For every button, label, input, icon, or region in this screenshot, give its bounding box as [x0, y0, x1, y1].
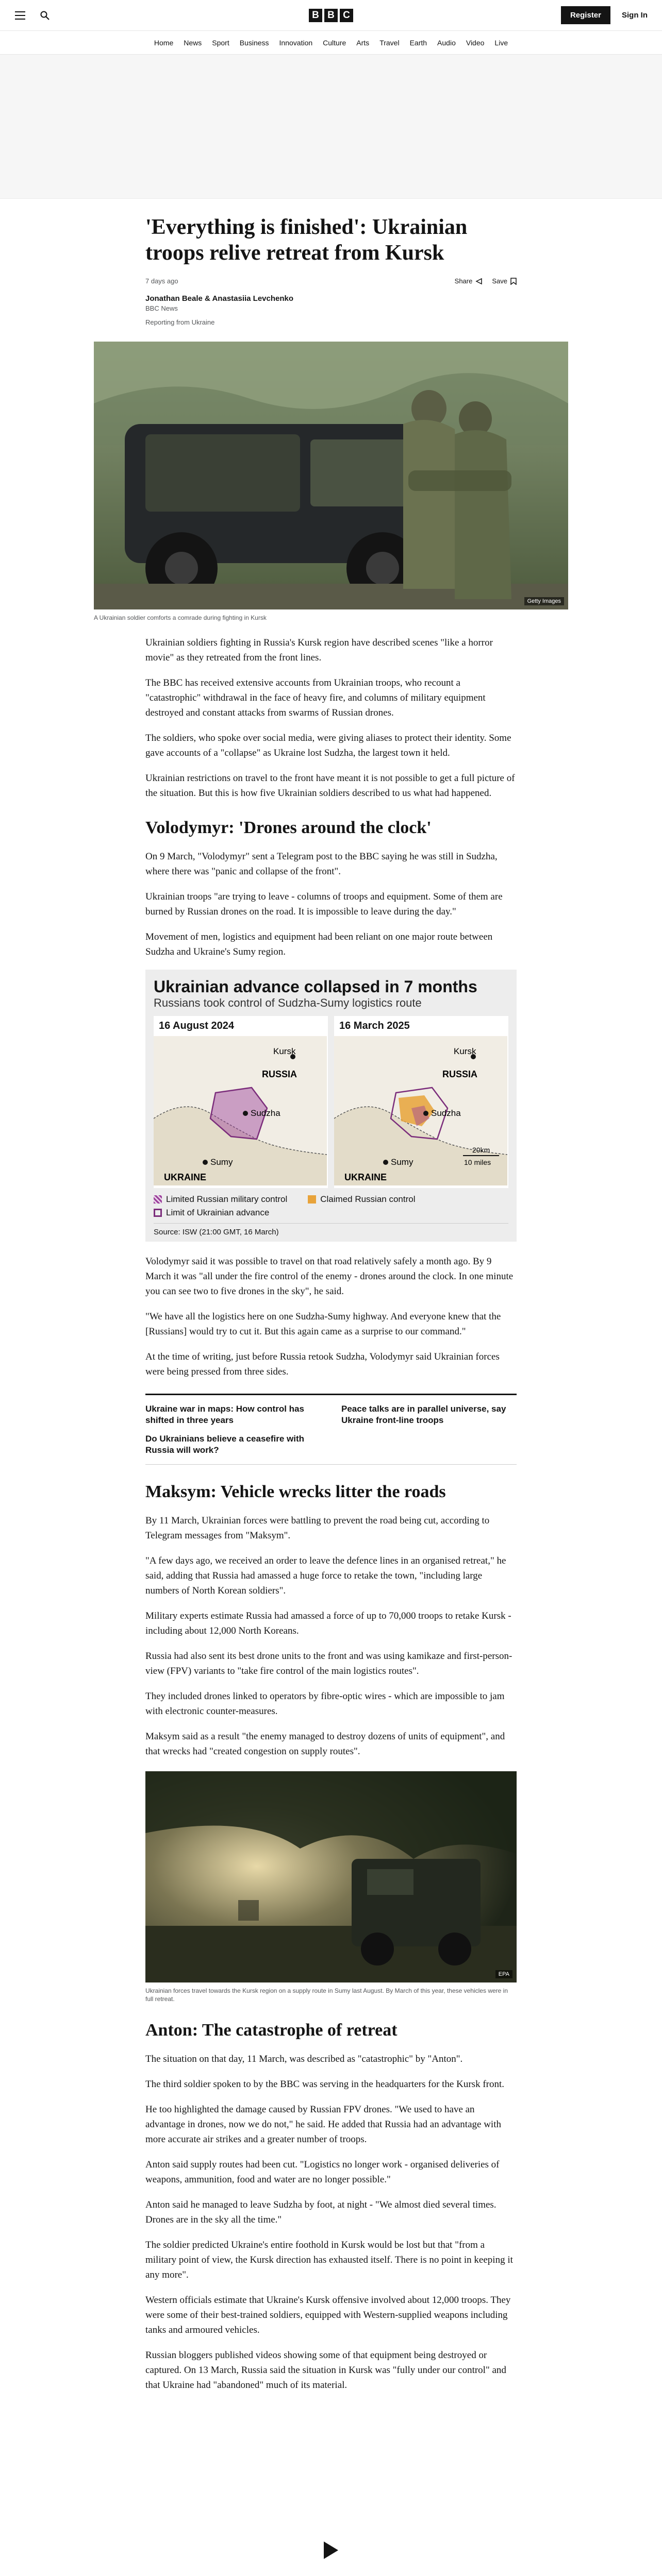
photo2-illustration [145, 1771, 517, 1982]
paragraph: "We have all the logistics here on one Sudzha-Sumy highway. And everyone knew that the [Russians] would try to cut it. But this again came as a surprise to our command." [145, 1311, 501, 1337]
logo-letter: C [340, 9, 353, 22]
related-links [145, 1394, 517, 1465]
legend-swatch-limited [154, 1195, 162, 1204]
hero-photo [94, 342, 568, 609]
map-label-sudzha: Sudzha [251, 1108, 280, 1118]
section-heading: Maksym: Vehicle wrecks litter the roads [145, 1482, 446, 1501]
photo-credit: Getty Images [524, 597, 564, 605]
map-scale-miles: 10 miles [464, 1158, 491, 1166]
nav-item-earth[interactable]: Earth [409, 38, 427, 47]
photo-credit: EPA [495, 1970, 512, 1978]
map-label-russia: RUSSIA [442, 1069, 478, 1079]
map-title: Ukrainian advance collapsed in 7 months [154, 977, 477, 996]
map-label-sumy: Sumy [391, 1157, 413, 1167]
legend-swatch-limit [154, 1209, 162, 1217]
photo2-figure [145, 1771, 517, 2003]
save-button[interactable] [492, 277, 517, 285]
related-link[interactable]: Peace talks are in parallel universe, say Ukraine front-line troops [341, 1404, 506, 1425]
author-role: BBC News [145, 304, 178, 312]
map-label-ukraine: UKRAINE [344, 1172, 387, 1182]
legend-label-limited: Limited Russian military control [166, 1194, 288, 1204]
paragraph: They included drones linked to operators by fibre-optic wires - which are impossible to jam with electronic counter-measures. [145, 1691, 505, 1717]
nav-item-home[interactable]: Home [154, 38, 174, 47]
legend-item-claimed [308, 1194, 415, 1205]
advert-placeholder [0, 55, 662, 199]
byline [145, 294, 517, 326]
paragraph: He too highlighted the damage caused by Russian FPV drones. "We used to have an advantage in drones, now we do not," he said. He added that Russia had an advantage with more accurate air strikes and a greater number of troops. [145, 2104, 501, 2145]
map-label-kursk: Kursk [454, 1046, 476, 1056]
paragraph: Western officials estimate that Ukraine's Kursk offensive involved about 12,000 troops. They were some of their best-trained soldiers, equipped with Western-supplied weapons including tanks and armoured vehicles. [145, 2295, 511, 2335]
nav-item-news[interactable]: News [184, 38, 202, 47]
legend-swatch-claimed [308, 1195, 316, 1204]
map-subtitle: Russians took control of Sudzha-Sumy logistics route [154, 996, 422, 1009]
map-label-sumy: Sumy [210, 1157, 233, 1167]
top-bar-left [14, 10, 51, 21]
share-label: Share [454, 277, 473, 285]
section-heading: Volodymyr: 'Drones around the clock' [145, 818, 432, 837]
paragraph: The third soldier spoken to by the BBC was serving in the headquarters for the Kursk front. [145, 2079, 504, 2090]
map-label-kursk: Kursk [273, 1046, 296, 1056]
play-icon[interactable] [324, 2541, 338, 2559]
top-bar [0, 0, 662, 31]
map-date-left: 16 August 2024 [159, 1020, 234, 1031]
nav-item-arts[interactable]: Arts [356, 38, 370, 47]
paragraph: Russian bloggers published videos showing some of that equipment being destroyed or captured. On 13 March, Russia said the situation in Kursk was "fully under our control" and that Ukraine had "abandoned" much of its material. [145, 2350, 506, 2391]
paragraph: Ukrainian soldiers fighting in Russia's Kursk region have described scenes "like a horror movie" as they retreated from the front lines. [145, 637, 493, 663]
top-bar-right [561, 6, 648, 24]
main-nav [0, 31, 662, 55]
article-meta [145, 277, 517, 285]
map-panel-before [154, 1016, 328, 1188]
map-scale-km: 20km [472, 1146, 490, 1154]
paragraph: At the time of writing, just before Russia retook Sudzha, Volodymyr said Ukrainian forces were being pressed from three sides. [145, 1351, 500, 1377]
author-name[interactable]: Jonathan Beale & Anastasiia Levchenko [145, 294, 294, 303]
paragraph: On 9 March, "Volodymyr" sent a Telegram post to the BBC saying he was still in Sudzha, where there was "panic and collapse of the front". [145, 851, 498, 877]
paragraph: "A few days ago, we received an order to leave the defence lines in an organised retreat," he said, adding that Russia had amassed a huge force to retake the town, "including large numbers of North Korean soldiers". [145, 1555, 506, 1596]
legend-item-limit [154, 1208, 269, 1218]
map-panel-after [334, 1016, 508, 1188]
nav-item-live[interactable]: Live [494, 38, 508, 47]
share-button[interactable] [455, 277, 483, 285]
video-player[interactable] [145, 2406, 517, 2576]
paragraph: Ukrainian troops "are trying to leave - columns of troops and equipment. Some of them are burned by Russian drones on the road. It is impossible to leave during the day." [145, 891, 503, 917]
nav-item-innovation[interactable]: Innovation [279, 38, 313, 47]
timestamp: 7 days ago [145, 277, 178, 285]
map-legend [154, 1194, 508, 1218]
hero-caption: A Ukrainian soldier comforts a comrade during fighting in Kursk [94, 614, 267, 621]
paragraph: The soldiers, who spoke over social media, were giving aliases to protect their identity. Some gave accounts of a "collapse" as Ukraine lost Sudzha, the largest town it held. [145, 733, 511, 758]
map-label-sudzha: Sudzha [431, 1108, 461, 1118]
article [94, 199, 561, 2576]
paragraph: Volodymyr said it was possible to travel on that road relatively safely a month ago. By 9 March it was "all under the fire control of the enemy - drones around the clock. In one minute you can see two to five drones in the sky", he said. [145, 1256, 514, 1297]
search-icon[interactable] [39, 10, 51, 21]
bbc-logo[interactable] [309, 9, 353, 22]
paragraph: Maksym said as a result "the enemy managed to destroy dozens of units of equipment", and that wrecks had "created congestion on supply routes". [145, 1731, 505, 1757]
map-panels [154, 1016, 508, 1188]
photo2-caption: Ukrainian forces travel towards the Kursk region on a supply route in Sumy last August. By March of this year, these vehicles were in full retreat. [145, 1987, 508, 2003]
paragraph: Movement of men, logistics and equipment had been reliant on one major route between Sudzha and Ukraine's Sumy region. [145, 931, 493, 957]
nav-item-culture[interactable]: Culture [323, 38, 346, 47]
article-actions [455, 277, 517, 285]
hero-illustration [94, 342, 568, 609]
logo-letter: B [324, 9, 338, 22]
reporting-from: Reporting from Ukraine [145, 318, 215, 326]
paragraph: By 11 March, Ukrainian forces were battling to prevent the road being cut, according to Telegram messages from "Maksym". [145, 1515, 490, 1541]
nav-item-audio[interactable]: Audio [437, 38, 456, 47]
legend-item-limited [154, 1194, 287, 1205]
paragraph: The situation on that day, 11 March, was described as "catastrophic" by "Anton". [145, 2054, 463, 2064]
map-label-russia: RUSSIA [262, 1069, 297, 1079]
map-before-svg [154, 1036, 327, 1185]
bookmark-icon [510, 278, 517, 285]
share-icon [475, 278, 483, 285]
nav-item-video[interactable]: Video [466, 38, 485, 47]
save-label: Save [492, 277, 507, 285]
headline: 'Everything is finished': Ukrainian troops relive retreat from Kursk [145, 215, 468, 265]
paragraph: Anton said supply routes had been cut. "Logistics no longer work - organised deliveries of weapons, ammunition, food and water are no longer possible." [145, 2159, 500, 2185]
paragraph: Ukrainian restrictions on travel to the front have meant it is not possible to get a full picture of the situation. But this is how five Ukrainian soldiers described to us what had happened. [145, 773, 515, 799]
menu-icon[interactable] [14, 10, 26, 21]
paragraph: The BBC has received extensive accounts from Ukrainian troops, who recount a "catastrophic" withdrawal in the face of heavy fire, and columns of military equipment destroyed and constant attacks from swarms of Russian drones. [145, 677, 486, 718]
register-button[interactable]: Register [561, 6, 610, 24]
paragraph: Military experts estimate Russia had amassed a force of up to 70,000 troops to retake Kursk - including about 12,000 North Koreans. [145, 1611, 511, 1636]
nav-item-travel[interactable]: Travel [379, 38, 400, 47]
paragraph: Anton said he managed to leave Sudzha by foot, at night - "We almost died several times. Drones are in the sky all the time." [145, 2199, 496, 2225]
section-heading: Anton: The catastrophe of retreat [145, 2021, 398, 2040]
map-date-right: 16 March 2025 [339, 1020, 410, 1031]
legend-label-claimed: Claimed Russian control [320, 1194, 416, 1204]
nav-item-business[interactable]: Business [239, 38, 269, 47]
photo2 [145, 1771, 517, 1982]
map-label-ukraine: UKRAINE [164, 1172, 207, 1182]
map-graphic [145, 970, 517, 1242]
related-link[interactable]: Do Ukrainians believe a ceasefire with Russia will work? [145, 1434, 305, 1455]
map-source: Source: ISW (21:00 GMT, 16 March) [154, 1223, 508, 1236]
map-after-svg [334, 1036, 507, 1185]
nav-item-sport[interactable]: Sport [212, 38, 229, 47]
legend-label-limit: Limit of Ukrainian advance [166, 1208, 270, 1217]
paragraph: Russia had also sent its best drone units to the front and was using kamikaze and first-person-view (FPV) variants to "take fire control of the main logistics routes". [145, 1651, 512, 1676]
logo-letter: B [309, 9, 322, 22]
hero-figure [94, 342, 568, 622]
related-link[interactable]: Ukraine war in maps: How control has shifted in three years [145, 1404, 304, 1425]
signin-link[interactable]: Sign In [622, 11, 648, 20]
paragraph: The soldier predicted Ukraine's entire foothold in Kursk would be lost but that "from a military point of view, the Kursk direction has exhausted itself. There is no point in keeping it any more". [145, 2240, 513, 2280]
